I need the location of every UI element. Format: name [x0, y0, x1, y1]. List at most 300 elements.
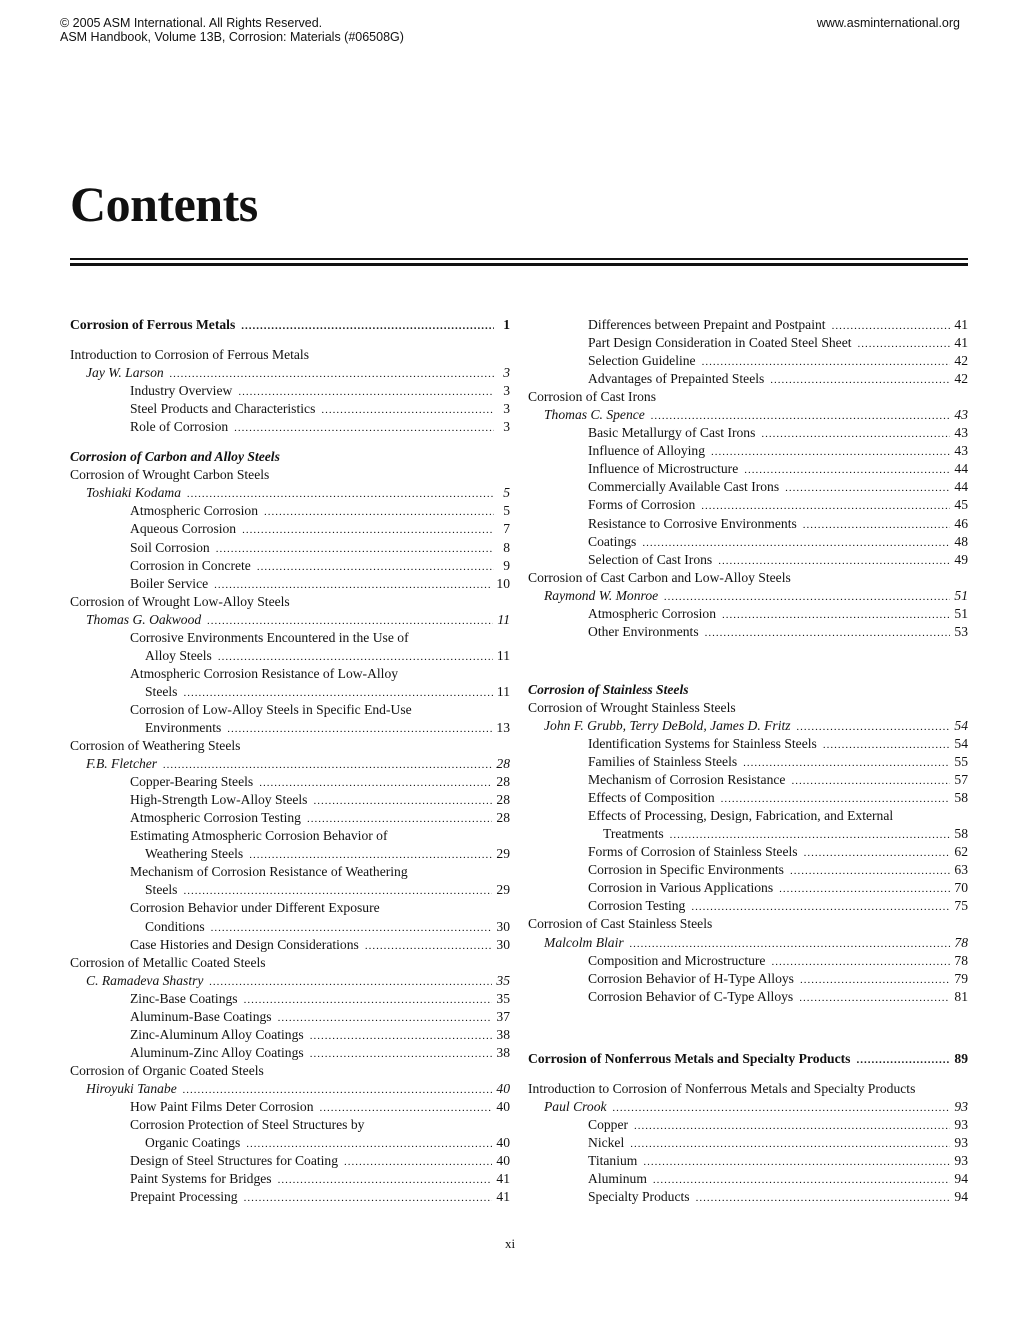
toc-entry [70, 827, 510, 845]
toc-entry-text: Atmospheric Corrosion [130, 503, 258, 519]
toc-entry-text: Corrosion of Metallic Coated Steels [70, 954, 266, 970]
dot-leader [744, 461, 950, 479]
toc-entry[interactable] [70, 791, 510, 809]
toc-page-number: 49 [954, 551, 968, 567]
dot-leader [307, 810, 492, 828]
dot-leader [761, 425, 950, 443]
toc-page-number: 78 [954, 952, 968, 968]
toc-entry[interactable] [528, 605, 968, 623]
toc-entry[interactable] [70, 418, 510, 436]
toc-page-number: 70 [954, 880, 968, 896]
toc-page-number: 3 [503, 401, 510, 417]
dot-leader [320, 1099, 493, 1117]
dot-leader [702, 353, 951, 371]
toc-entry-text: Atmospheric Corrosion Testing [130, 810, 301, 826]
toc-entry [70, 665, 510, 683]
toc-entry-text: Industry Overview [130, 383, 233, 399]
toc-page-number: 7 [503, 521, 510, 537]
toc-page-number: 37 [496, 1008, 510, 1024]
toc-entry-text: Corrosion of Carbon and Alloy Steels [70, 449, 280, 465]
toc-author[interactable] [70, 1080, 510, 1098]
toc-part-heading[interactable] [528, 1050, 968, 1068]
toc-entry[interactable] [528, 442, 968, 460]
toc-entry-text: Corrosion of Cast Carbon and Low-Alloy Steels [528, 569, 791, 585]
dot-leader [238, 383, 494, 401]
toc-section-heading [70, 448, 510, 466]
toc-spacer [528, 641, 968, 681]
dot-leader [634, 1117, 950, 1135]
toc-entry [70, 701, 510, 719]
toc-page-number: 30 [496, 918, 510, 934]
toc-page-number: 75 [954, 898, 968, 914]
dot-leader [218, 648, 493, 666]
toc-entry[interactable] [528, 771, 968, 789]
toc-entry[interactable] [70, 502, 510, 520]
dot-leader [779, 880, 950, 898]
toc-entry-text: Case Histories and Design Considerations [130, 936, 359, 952]
toc-entry-text: Aqueous Corrosion [130, 521, 237, 537]
dot-leader [804, 844, 951, 862]
toc-page-number: 28 [496, 810, 510, 826]
toc-page-number: 3 [503, 419, 510, 435]
toc-entry[interactable] [70, 647, 510, 665]
dot-leader [722, 606, 950, 624]
toc-entry[interactable] [528, 496, 968, 514]
toc-entry[interactable] [70, 1134, 510, 1152]
toc-page-number: 13 [496, 719, 510, 735]
toc-entry-text: Corrosion of Nonferrous Metals and Specialty Products [528, 1050, 851, 1066]
toc-entry[interactable] [70, 809, 510, 827]
toc-page-number: 35 [496, 972, 510, 988]
toc-entry-text: Corrosion in Specific Environments [588, 862, 784, 878]
dot-leader [321, 401, 494, 419]
dot-leader [696, 1189, 951, 1207]
dot-leader [241, 317, 494, 335]
toc-right-column [528, 316, 968, 1206]
header-website-link[interactable]: www.asminternational.org [816, 16, 960, 30]
toc-entry-text: Forms of Corrosion of Stainless Steels [588, 844, 798, 860]
toc-entry-text: F.B. Fletcher [86, 756, 158, 772]
toc-entry-text: Raymond W. Monroe [544, 587, 659, 603]
toc-page-number: 94 [954, 1170, 968, 1186]
dot-leader [832, 317, 951, 335]
toc-entry[interactable] [70, 1188, 510, 1206]
toc-entry[interactable] [70, 845, 510, 863]
dot-leader [670, 826, 951, 844]
toc-page-number: 11 [496, 647, 510, 663]
toc-entry[interactable] [528, 316, 968, 334]
toc-entry-text: Corrosive Environments Encountered in the Use of [130, 629, 409, 645]
toc-page-number: 41 [954, 335, 968, 351]
dot-leader [216, 540, 494, 558]
toc-entry-text: Nickel [588, 1134, 625, 1150]
toc-entry-text: Corrosion of Wrought Low-Alloy Steels [70, 593, 290, 609]
toc-entry[interactable] [528, 1116, 968, 1134]
toc-entry-text: Soil Corrosion [130, 539, 210, 555]
dot-leader [711, 443, 950, 461]
toc-entry[interactable] [528, 533, 968, 551]
toc-entry[interactable] [528, 623, 968, 641]
toc-entry[interactable] [528, 753, 968, 771]
toc-page-number: 58 [954, 826, 968, 842]
toc-entry[interactable] [70, 520, 510, 538]
toc-entry-text: Introduction to Corrosion of Ferrous Metals [70, 347, 309, 363]
toc-entry-text: Corrosion of Cast Irons [528, 389, 656, 405]
toc-entry[interactable] [528, 424, 968, 442]
toc-entry-text: Malcolm Blair [544, 934, 624, 950]
toc-page-number: 79 [954, 970, 968, 986]
toc-entry[interactable] [528, 1188, 968, 1206]
dot-leader [823, 736, 951, 754]
toc-author[interactable] [528, 717, 968, 735]
toc-entry[interactable] [70, 1044, 510, 1062]
toc-entry-text: Forms of Corrosion [588, 497, 696, 513]
toc-page-number: 29 [496, 846, 510, 862]
toc-entry[interactable] [528, 1170, 968, 1188]
toc-entry[interactable] [528, 1134, 968, 1152]
toc-entry [70, 899, 510, 917]
dot-leader [187, 485, 494, 503]
dot-leader [183, 684, 492, 702]
dot-leader [227, 720, 492, 738]
dot-leader [771, 953, 950, 971]
toc-entry-text: Steels [145, 683, 178, 699]
toc-page-number: 11 [496, 683, 510, 699]
toc-author[interactable] [70, 972, 510, 990]
toc-entry-text: Coatings [588, 533, 637, 549]
toc-entry-text: Families of Stainless Steels [588, 754, 738, 770]
dot-leader [310, 1027, 493, 1045]
toc-page-number: 28 [496, 792, 510, 808]
dot-leader [278, 1009, 493, 1027]
toc-entry[interactable] [70, 382, 510, 400]
toc-author[interactable] [528, 587, 968, 605]
toc-article-title [70, 737, 510, 755]
toc-entry-text: Corrosion of Cast Stainless Steels [528, 916, 713, 932]
toc-entry-text: Influence of Microstructure [588, 461, 739, 477]
dot-leader [664, 588, 950, 606]
toc-entry-text: Steels [145, 882, 178, 898]
dot-leader [163, 756, 492, 774]
dot-leader [785, 479, 950, 497]
toc-entry[interactable] [70, 557, 510, 575]
toc-page-number: 3 [503, 365, 510, 381]
toc-page-number: 54 [954, 735, 968, 751]
toc-page-number: 41 [496, 1189, 510, 1205]
header-copyright [60, 16, 404, 44]
toc-entry-text: Paul Crook [544, 1098, 607, 1114]
toc-page-number: 44 [954, 479, 968, 495]
toc-entry [70, 1116, 510, 1134]
toc-entry-text: Conditions [145, 918, 205, 934]
toc-entry-text: Thomas G. Oakwood [86, 611, 202, 627]
toc-entry-text: Steel Products and Characteristics [130, 401, 316, 417]
toc-page-number: 38 [496, 1044, 510, 1060]
toc-entry-text: Hiroyuki Tanabe [86, 1080, 177, 1096]
toc-page-number: 63 [954, 862, 968, 878]
toc-entry[interactable] [70, 1008, 510, 1026]
dot-leader [249, 846, 492, 864]
toc-spacer [528, 1068, 968, 1080]
dot-leader [653, 1171, 950, 1189]
toc-page-number: 89 [954, 1050, 968, 1066]
dot-leader [651, 407, 951, 425]
toc-page-number: 42 [954, 353, 968, 369]
toc-page-number: 46 [954, 515, 968, 531]
dot-leader [630, 935, 951, 953]
toc-entry-text: Specialty Products [588, 1189, 690, 1205]
toc-page-number: 81 [954, 988, 968, 1004]
toc-entry[interactable] [528, 861, 968, 879]
toc-entry-text: Identification Systems for Stainless Steels [588, 735, 817, 751]
toc-part-heading[interactable] [70, 316, 510, 334]
dot-leader [278, 1171, 493, 1189]
toc-entry[interactable] [528, 897, 968, 915]
toc-page-number: 8 [503, 539, 510, 555]
toc-entry-text: Atmospheric Corrosion [588, 605, 716, 621]
header-copyright-line: © 2005 ASM International. All Rights Reserved. [60, 16, 323, 30]
toc-page-number: 43 [954, 425, 968, 441]
dot-leader [613, 1099, 951, 1117]
toc-entry[interactable] [70, 936, 510, 954]
toc-entry[interactable] [528, 334, 968, 352]
toc-entry-text: C. Ramadeva Shastry [86, 972, 204, 988]
toc-page-number: 48 [954, 533, 968, 549]
toc-entry-text: Aluminum-Base Coatings [130, 1008, 272, 1024]
toc-entry[interactable] [528, 515, 968, 533]
toc-page-number: 9 [503, 557, 510, 573]
toc-entry[interactable] [528, 843, 968, 861]
toc-page-number: 62 [954, 844, 968, 860]
toc-entry-text: Toshiaki Kodama [86, 485, 182, 501]
toc-page-number: 29 [496, 882, 510, 898]
toc-entry[interactable] [528, 789, 968, 807]
toc-entry[interactable] [528, 952, 968, 970]
dot-leader [170, 365, 494, 383]
toc-entry-text: Corrosion of Wrought Stainless Steels [528, 699, 736, 715]
dot-leader [214, 576, 492, 594]
toc-page-number: 30 [496, 936, 510, 952]
toc-entry[interactable] [70, 683, 510, 701]
dot-leader [211, 919, 493, 937]
toc-entry[interactable] [70, 400, 510, 418]
toc-entry-text: Introduction to Corrosion of Nonferrous Metals and Specialty Products [528, 1080, 916, 1096]
toc-article-title [70, 346, 510, 364]
dot-leader [721, 790, 951, 808]
toc-author[interactable] [528, 1098, 968, 1116]
toc-entry-text: Corrosion of Ferrous Metals [70, 317, 236, 332]
toc-entry-text: Treatments [603, 826, 664, 842]
toc-section-heading [528, 681, 968, 699]
toc-page-number: 51 [954, 605, 968, 621]
toc-entry[interactable] [528, 370, 968, 388]
toc-entry[interactable] [70, 918, 510, 936]
toc-page-number: 38 [496, 1026, 510, 1042]
toc-entry-text: Copper [588, 1116, 629, 1132]
dot-leader [797, 718, 951, 736]
dot-leader [259, 774, 492, 792]
toc-entry[interactable] [528, 970, 968, 988]
dot-leader [803, 516, 951, 534]
toc-page-number: 42 [954, 371, 968, 387]
toc-entry-text: How Paint Films Deter Corrosion [130, 1098, 314, 1114]
header-book-title-line: ASM Handbook, Volume 13B, Corrosion: Materials (#06508G) [60, 30, 404, 44]
toc-entry-text: Titanium [588, 1152, 638, 1168]
toc-page-number: 53 [954, 623, 968, 639]
toc-entry-text: Basic Metallurgy of Cast Irons [588, 425, 756, 441]
dot-leader [244, 1189, 493, 1207]
toc-entry-text: Weathering Steels [145, 846, 244, 862]
toc-author[interactable] [528, 934, 968, 952]
toc-entry-text: Corrosion of Organic Coated Steels [70, 1062, 264, 1078]
toc-left-column [70, 316, 510, 1206]
toc-spacer [528, 1006, 968, 1050]
toc-spacer [70, 436, 510, 448]
toc-page-number: 11 [497, 611, 510, 627]
toc-entry[interactable] [70, 719, 510, 737]
toc-article-title [528, 388, 968, 406]
toc-entry[interactable] [70, 1170, 510, 1188]
toc-entry-text: Corrosion in Concrete [130, 557, 251, 573]
toc-entry-text: Differences between Prepaint and Postpaint [588, 317, 826, 332]
dot-leader [365, 937, 493, 955]
toc-entry-text: Role of Corrosion [130, 419, 229, 435]
toc-entry-text: Copper-Bearing Steels [130, 774, 254, 790]
toc-article-title [70, 954, 510, 972]
toc-entry[interactable] [528, 879, 968, 897]
toc-entry[interactable] [70, 575, 510, 593]
toc-page-number: 93 [954, 1116, 968, 1132]
toc-entry[interactable] [70, 1098, 510, 1116]
toc-page-number: 45 [954, 497, 968, 513]
toc-entry[interactable] [528, 551, 968, 569]
toc-entry-text: Estimating Atmospheric Corrosion Behavior of [130, 828, 388, 844]
dot-leader [209, 973, 492, 991]
toc-entry-text: Thomas C. Spence [544, 407, 645, 423]
toc-entry-text: Influence of Alloying [588, 443, 706, 459]
toc-entry-text: Effects of Processing, Design, Fabrication, and External [588, 808, 894, 824]
title-divider-thin [70, 258, 968, 260]
toc-entry-text: Selection Guideline [588, 353, 696, 369]
toc-entry[interactable] [70, 990, 510, 1008]
toc-entry-text: Corrosion Behavior under Different Exposure [130, 900, 380, 916]
toc-entry-text: Aluminum [588, 1170, 647, 1186]
toc-entry[interactable] [528, 825, 968, 843]
toc-entry[interactable] [70, 881, 510, 899]
toc-entry[interactable] [70, 1152, 510, 1170]
toc-entry-text: John F. Grubb, Terry DeBold, James D. Fritz [544, 717, 791, 733]
dot-leader [791, 772, 950, 790]
dot-leader [207, 612, 493, 630]
toc-entry[interactable] [528, 352, 968, 370]
toc-article-title [528, 915, 968, 933]
dot-leader [630, 1135, 950, 1153]
dot-leader [743, 754, 950, 772]
toc-page-number: 10 [496, 575, 510, 591]
dot-leader [691, 898, 950, 916]
toc-entry-text: Mechanism of Corrosion Resistance [588, 772, 786, 788]
toc-article-title [70, 466, 510, 484]
toc-entry[interactable] [70, 539, 510, 557]
toc-page-number: 43 [954, 443, 968, 459]
title-divider-thick [70, 263, 968, 266]
toc-entry[interactable] [528, 460, 968, 478]
toc-entry-text: Corrosion in Various Applications [588, 880, 774, 896]
toc-entry [70, 629, 510, 647]
toc-entry-text: Part Design Consideration in Coated Steel Sheet [588, 335, 852, 351]
toc-page-number: 5 [503, 485, 510, 501]
toc-article-title [70, 593, 510, 611]
toc-page-number: 93 [954, 1098, 968, 1114]
toc-entry-text: Paint Systems for Bridges [130, 1171, 272, 1187]
toc-entry[interactable] [528, 478, 968, 496]
toc-article-title [528, 569, 968, 587]
dot-leader [183, 1081, 493, 1099]
page-number: xi [504, 1236, 516, 1251]
toc-entry-text: Jay W. Larson [86, 365, 164, 381]
toc-spacer [70, 334, 510, 346]
toc-entry-text: Advantages of Prepainted Steels [588, 371, 765, 387]
toc-entry-text: Corrosion of Low-Alloy Steels in Specific End-Use [130, 701, 412, 717]
toc-article-title [70, 1062, 510, 1080]
toc-page-number: 55 [954, 754, 968, 770]
toc-entry-text: Commercially Available Cast Irons [588, 479, 780, 495]
toc-page-number: 41 [954, 317, 968, 332]
dot-leader [313, 792, 492, 810]
toc-page-number: 28 [496, 756, 510, 772]
toc-entry-text: Boiler Service [130, 575, 209, 591]
dot-leader [183, 882, 492, 900]
dot-leader [642, 534, 950, 552]
dot-leader [246, 1135, 492, 1153]
toc-article-title [528, 1080, 968, 1098]
toc-page-number: 54 [954, 717, 968, 733]
toc-author[interactable] [70, 611, 510, 629]
toc-entry-text: Prepaint Processing [130, 1189, 238, 1205]
toc-entry[interactable] [528, 1152, 968, 1170]
toc-entry-text: Composition and Microstructure [588, 952, 766, 968]
dot-leader [718, 552, 950, 570]
toc-entry-text: Other Environments [588, 623, 699, 639]
toc-page-number: 40 [496, 1098, 510, 1114]
toc-entry-text: Zinc-Aluminum Alloy Coatings [130, 1026, 304, 1042]
toc-author[interactable] [70, 364, 510, 382]
toc-page-number: 43 [954, 407, 968, 423]
toc-article-title [528, 699, 968, 717]
dot-leader [800, 971, 950, 989]
toc-author[interactable] [70, 755, 510, 773]
dot-leader [234, 419, 494, 437]
toc-entry[interactable] [528, 735, 968, 753]
toc-entry[interactable] [70, 773, 510, 791]
toc-page-number: 41 [496, 1171, 510, 1187]
toc-page-number: 78 [954, 934, 968, 950]
toc-entry-text: Corrosion of Wrought Carbon Steels [70, 467, 270, 483]
toc-page-number: 35 [496, 990, 510, 1006]
toc-author[interactable] [528, 406, 968, 424]
toc-entry-text: Design of Steel Structures for Coating [130, 1153, 339, 1169]
toc-author[interactable] [70, 484, 510, 502]
toc-page-number: 93 [954, 1152, 968, 1168]
toc-entry-text: Resistance to Corrosive Environments [588, 515, 797, 531]
dot-leader [244, 991, 493, 1009]
toc-entry[interactable] [70, 1026, 510, 1044]
toc-entry[interactable] [528, 988, 968, 1006]
dot-leader [799, 989, 950, 1007]
toc-entry-text: High-Strength Low-Alloy Steels [130, 792, 308, 808]
toc-entry-text: Mechanism of Corrosion Resistance of Weathering [130, 864, 408, 880]
toc-page-number: 51 [954, 587, 968, 603]
